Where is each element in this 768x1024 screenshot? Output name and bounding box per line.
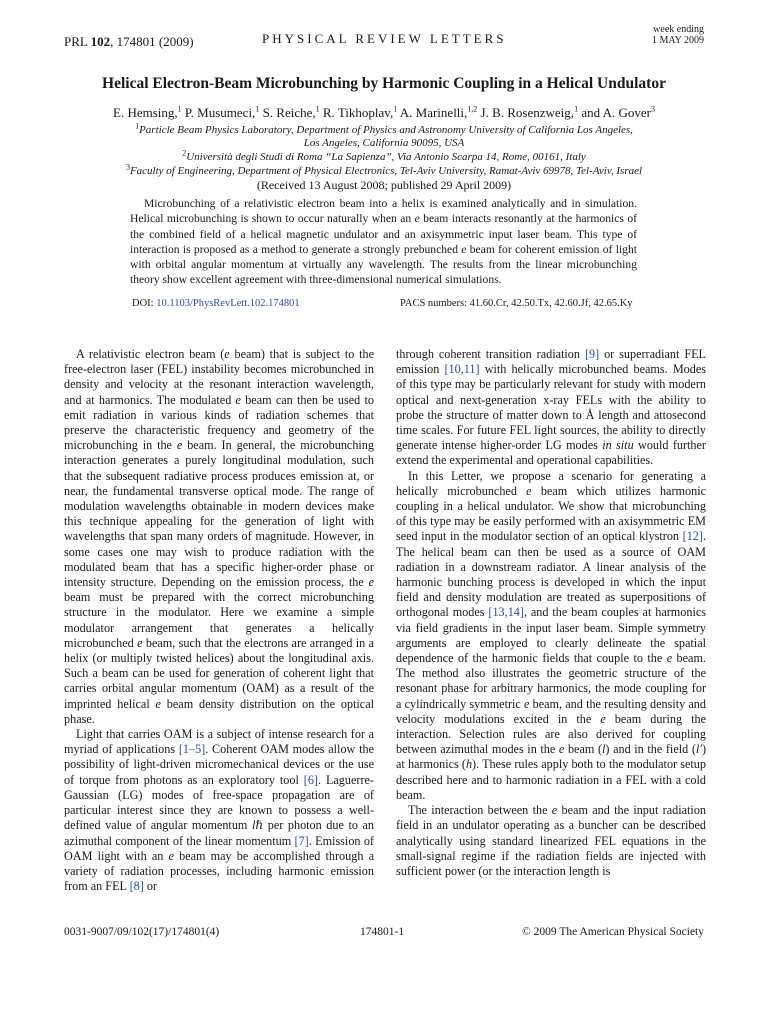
author: J. B. Rosenzweig,$^1$ <box>480 104 579 120</box>
affiliation-2: $^2$Università degli Studi di Roma “La Sapienza”, Via Antonio Scarpa 14, Rome, 00161, Italy <box>182 148 586 163</box>
author: and A. Gover$^3$ <box>581 104 655 120</box>
citation-link[interactable]: [8] <box>129 879 144 894</box>
author: A. Marinelli,$^{1,2}$ <box>399 104 478 120</box>
footer-issn: 0031-9007/09/102(17)/174801(4) <box>64 926 220 938</box>
week-ending-date: 1 MAY 2009 <box>651 35 704 46</box>
citation-link[interactable]: [12] <box>682 529 703 544</box>
doi: DOI: 10.1103/PhysRevLett.102.174801 <box>132 298 300 309</box>
citation-link[interactable]: [13,14] <box>488 605 524 620</box>
paragraph: The interaction between the e beam and the input radiation field in an undulator operating as a buncher can be described analytically using standard linearized FEL equations in the small-signal regime if the radiation fields are injected with sufficient power (or the interaction length is <box>396 803 707 878</box>
paragraph: In this Letter, we propose a scenario for generating a helically microbunched e beam which utilizes harmonic coupling in a helical undulator. We show that microbunching of this type may be easily performed with an axisymmetric EM seed input in the modulator section of an optical klystron [12]. The helical beam can then be used as a source of OAM radiation in a downstream radiator. A linear analysis of the harmonic bunching process is developed in which the input field and density modulation are treated as superpositions of orthogonal modes [13,14], and the beam couples at harmonics via field gradients in the input laser beam. Simple symmetry arguments are employed to clearly delineate the spatial dependence of the harmonic fields that couple to the e beam. The method also illustrates the geometric structure of the resonant phase for arbitrary harmonics, the mode coupling for a cylindrically symmetric e beam, and the resulting density and velocity modulations excited in the e beam during the interaction. Selection rules are also derived for coupling between azimuthal modes in the e beam (l) and in the field (l′) at harmonics (h). These rules apply both to the modulator setup described here and to harmonic radiation in a FEL with a cold beam. <box>396 468 707 802</box>
journal-volume: 102 <box>90 34 111 49</box>
journal-reference <box>64 34 194 50</box>
affiliation-1: $^1$Particle Beam Physics Laboratory, Department of Physics and Astronomy University of California Los Angeles, Los Angeles, California 90095, USA <box>135 121 633 149</box>
footer-copyright: © 2009 The American Physical Society <box>522 926 704 938</box>
article-number-year: , 174801 (2009) <box>110 34 194 49</box>
paragraph: Light that carries OAM is a subject of intense research for a myriad of applications [1–5]. Coherent OAM modes allow the possibility of light-driven micromechanical devices or the use of torque from photons as an exploratory tool [6]. Laguerre-Gaussian (LG) modes of free-space propagation are of particular interest since they are known to possess a well-defined value of angular momentum lℏ per photon due to an azimuthal component of the linear momentum [7]. Emission of OAM light with an e beam may be accomplished through a variety of radiation processes, including harmonic emission from an FEL [8] or <box>64 727 374 894</box>
body-column-left <box>64 347 374 894</box>
journal-abbrev: PRL <box>64 34 91 49</box>
author: P. Musumeci,$^1$ <box>184 104 260 120</box>
body-column-right <box>396 347 706 879</box>
citation-link[interactable]: [6] <box>303 772 318 787</box>
affiliation-3: $^3$Faculty of Engineering, Department of Physical Electronics, Tel-Aviv University, Ramat-Aviv 69978, Tel-Aviv, Israel <box>125 162 643 177</box>
received-published-dates: (Received 13 August 2008; published 29 April 2009) <box>256 178 512 192</box>
citation-link[interactable]: [10,11] <box>444 362 480 377</box>
week-ending <box>652 24 704 46</box>
abstract: Microbunching of a relativistic electron beam into a helix is examined analytically and in simulation. Helical microbunching is shown to occur naturally when an e beam interacts resonantly at the harmonics of the combined field of a helical magnetic undulator and an axisymmetric input laser beam. This type of interaction is proposed as a method to generate a strongly prebunched e beam for coherent emission of light with orbital angular momentum at virtually any wavelength. The results from the linear microbunching theory show excellent agreement with three-dimensional numerical simulations. <box>130 197 637 287</box>
citation-link[interactable]: [7] <box>294 833 309 848</box>
citation-link[interactable]: [9] <box>584 347 600 361</box>
week-ending-label: week ending <box>653 24 704 35</box>
paragraph: through coherent transition radiation [9] or superradiant FEL emission [10,11] with helically microbunched beams. Modes of this type may be particularly relevant for study with modern optical and next-generation x-ray FELs with the ability to probe the structure of matter down to Å length and attosecond time scales. For future FEL light sources, the ability to directly generate intense higher-order LG modes in situ would further extend the experimental and operational capabilities. <box>396 347 706 468</box>
author-list <box>64 105 704 121</box>
author: E. Hemsing,$^1$ <box>113 104 182 120</box>
footer-page-number: 174801-1 <box>360 926 405 938</box>
pacs-numbers: PACS numbers: 41.60.Cr, 42.50.Tx, 42.60.Jf, 42.65.Ky <box>400 298 633 309</box>
paragraph: A relativistic electron beam (e beam) that is subject to the free-electron laser (FEL) instability becomes microbunched in density and velocity at the resonant interaction wavelength, and at harmonics. The modulated e beam can then be used to emit radiation in various kinds of radiation schemes that preserve the characteristic frequency and geometry of the microbunching in the e beam. In general, the microbunching interaction generates a purely longitudinal modulation, such that the subsequent radiative process produces emission at, or near, the fundamental transverse optical mode. The range of modulation wavelengths obtainable in modern devices make this technique appealing for the generation of light with wavelengths that span many orders of magnitude. However, in some cases one may wish to produce radiation with the modulated beam that has a specific higher-order phase or intensity structure. Depending on the emission process, the e beam must be prepared with the correct microbunching structure in the modulator. Here we examine a simple modulator arrangement that generates a helically microbunched e beam, such that the electrons are arranged in a helix (or multiply twisted helices) about the longitudinal axis. Such a beam can be used for generation of coherent light that carries orbital angular momentum (OAM) as a result of the imprinted helical e beam density distribution on the optical phase. <box>64 347 375 726</box>
author: S. Reiche,$^1$ <box>262 104 320 120</box>
citation-link[interactable]: [1–5] <box>178 742 206 757</box>
author: R. Tikhoplav,$^1$ <box>322 104 398 120</box>
journal-name: PHYSICAL REVIEW LETTERS <box>262 31 507 46</box>
article-title: Helical Electron-Beam Microbunching by Harmonic Coupling in a Helical Undulator <box>102 75 666 92</box>
doi-link[interactable]: 10.1103/PhysRevLett.102.174801 <box>156 298 300 309</box>
